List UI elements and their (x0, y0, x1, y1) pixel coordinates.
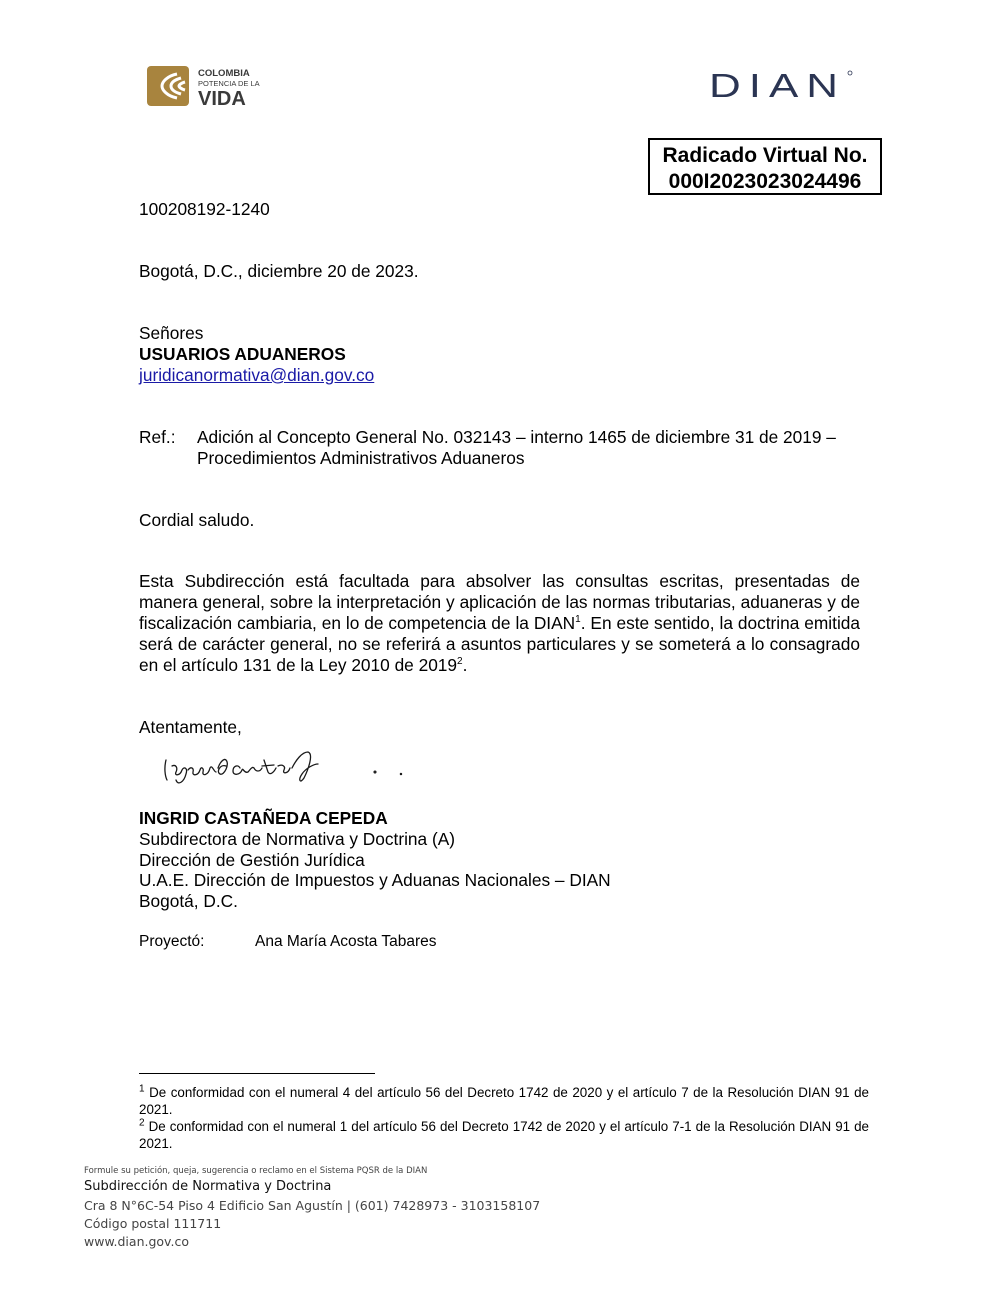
logo-line3: VIDA (198, 88, 246, 108)
signer-name: INGRID CASTAÑEDA CEPEDA (139, 808, 388, 828)
footnote-ref-2: 2 (457, 656, 463, 668)
footnote-1: $^1$ De conformidad con el numeral 4 del artículo 56 del Decreto 1742 de 2020 y el artículo 7 de la Resolución DIAN 91 de 2021. (139, 1083, 869, 1117)
footer-office-name: Subdirección de Normativa y Doctrina (84, 1179, 332, 1194)
handwritten-signature (158, 738, 408, 790)
projected-name: Ana María Acosta Tabares (255, 933, 437, 950)
logo-line2: POTENCIA DE LA (198, 79, 260, 88)
logo-line1: COLOMBIA (198, 68, 250, 79)
date-line: Bogotá, D.C., diciembre 20 de 2023. (139, 261, 419, 281)
ref-line-2: Procedimientos Administrativos Aduaneros (197, 448, 525, 468)
projected-label: Proyectó: (139, 933, 205, 950)
radicado-box (648, 138, 882, 195)
recipient-email[interactable] (139, 365, 374, 386)
footer-pqsr-note: Formule su petición, queja, sugerencia o reclamo en el Sistema PQSR de la DIAN (84, 1166, 428, 1176)
signer-city: Bogotá, D.C. (139, 891, 238, 911)
footer-website[interactable]: www.dian.gov.co (84, 1234, 189, 1249)
radicado-label: Radicado Virtual No. (662, 144, 868, 167)
body-paragraph: Esta Subdirección está facultada para absolver las consultas escritas, presentadas de manera general, sobre la interpretación y aplicación de las normas tributarias, aduaneras y de fiscalización cambiaria, en lo de competencia de la DIAN$^1$. En este sentido, la doctrina emitida será de carácter general, no se referirá a asuntos particulares y se someterá a lo consagrado en el artículo 131 de la Ley 2010 de 2019$^2$. (139, 571, 860, 675)
colombia-potencia-vida-logo (147, 64, 262, 108)
radicado-number: 000I2023023024496 (668, 170, 862, 193)
salutation-to: Señores (139, 323, 204, 343)
greeting: Cordial saludo. (139, 510, 255, 530)
ref-line-1: Adición al Concepto General No. 032143 – interno 1465 de diciembre 31 de 2019 – (197, 427, 836, 447)
reference-number: 100208192-1240 (139, 199, 270, 219)
dian-logo (709, 70, 854, 102)
email-link[interactable]: juridicanormativa@dian.gov.co (139, 365, 375, 385)
footer-address: Cra 8 N°6C-54 Piso 4 Edificio San Agustín | (601) 7428973 - 3103158107 (84, 1198, 541, 1213)
footnote-ref-1: 1 (575, 614, 581, 626)
signer-organization: U.A.E. Dirección de Impuestos y Aduanas Nacionales – DIAN (139, 870, 611, 890)
footer-postal-code: Código postal 111711 (84, 1216, 222, 1231)
ref-label: Ref.: (139, 427, 176, 447)
dian-logo-text: DIAN (709, 70, 846, 102)
footnote-2: $^2$ De conformidad con el numeral 1 del artículo 56 del Decreto 1742 de 2020 y el artículo 7-1 de la Resolución DIAN 91 de 2021. (139, 1117, 869, 1151)
closing: Atentamente, (139, 717, 242, 737)
signer-title: Subdirectora de Normativa y Doctrina (A) (139, 829, 455, 849)
footnote-separator (139, 1073, 375, 1074)
recipient-name: USUARIOS ADUANEROS (139, 344, 346, 364)
signer-department: Dirección de Gestión Jurídica (139, 850, 365, 870)
